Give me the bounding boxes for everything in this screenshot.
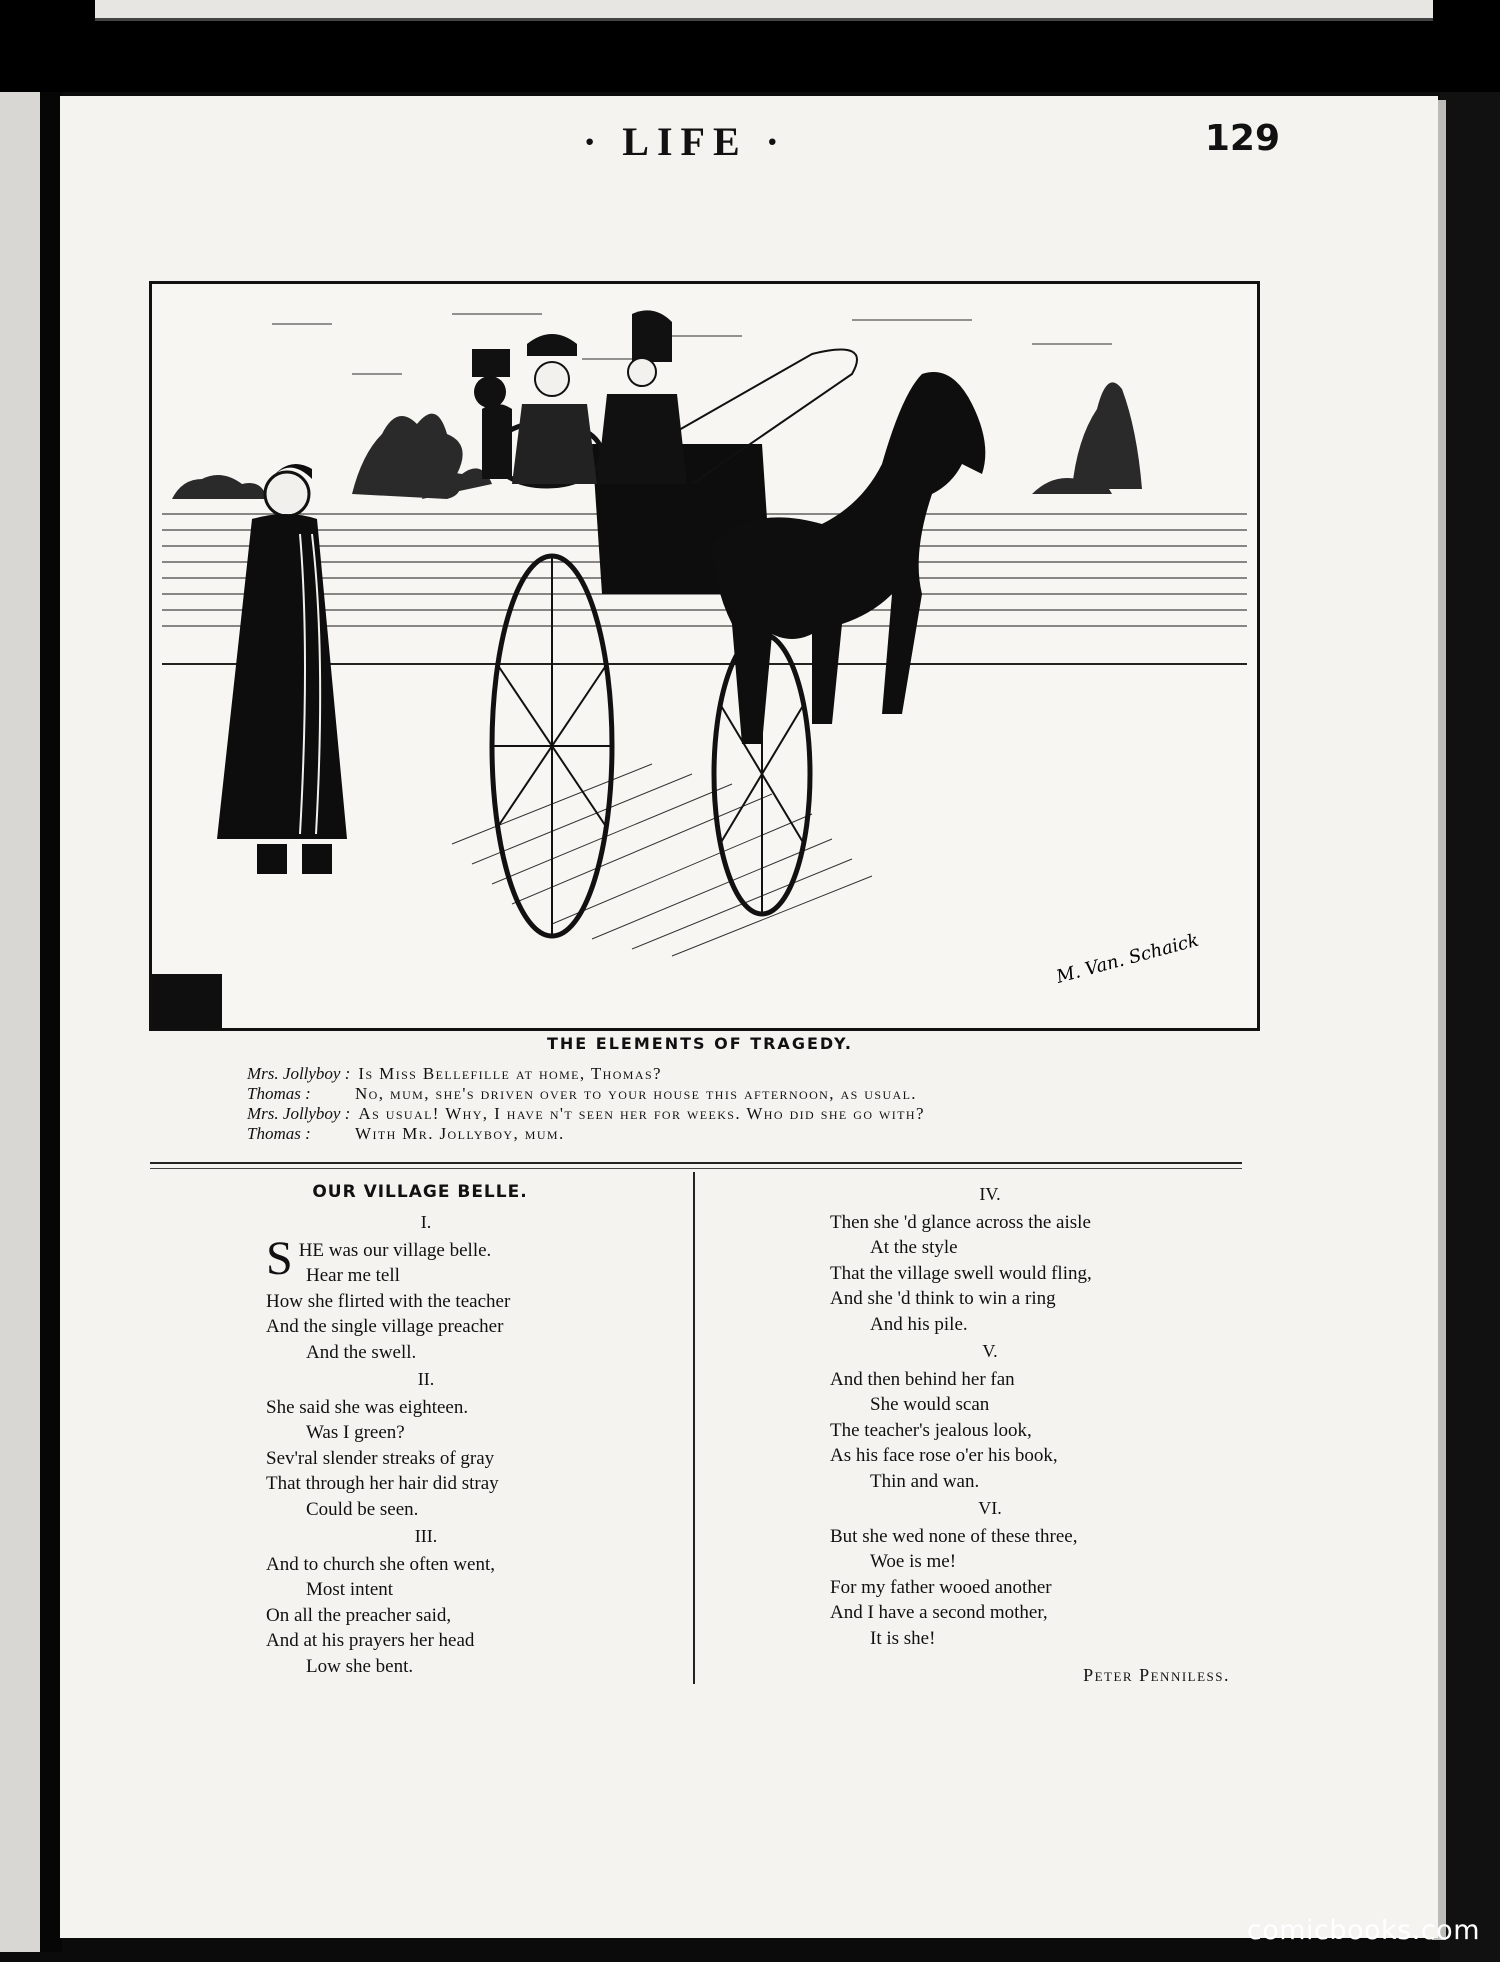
verse-line: Most intent	[306, 1579, 394, 1600]
watermark: comicbooks.com	[1246, 1915, 1480, 1946]
stanza-number: II.	[417, 1369, 435, 1389]
verse-line: HE was our village belle.	[298, 1239, 492, 1261]
poem-column-right	[830, 1180, 1250, 1651]
stanza-number: III.	[414, 1526, 438, 1546]
facing-page-edge	[0, 92, 44, 1952]
poem-column-left	[266, 1208, 686, 1679]
page-number: 129	[1204, 118, 1280, 159]
dialogue-speaker: Thomas :	[247, 1084, 311, 1103]
verse-line: Hear me tell	[306, 1265, 400, 1286]
section-divider	[150, 1162, 1242, 1164]
artist-signature: M. Van. Schaick	[1054, 929, 1201, 988]
verse-line: Was I green?	[306, 1422, 405, 1443]
cartoon-caption: THE ELEMENTS OF TRAGEDY.	[546, 1034, 854, 1053]
verse-line: That the village swell would fling,	[830, 1262, 1092, 1284]
verse-line: And to church she often went,	[266, 1553, 495, 1575]
verse-line: Could be seen.	[306, 1498, 419, 1520]
stanza	[266, 1552, 686, 1680]
magazine-title: · LIFE ·	[582, 119, 788, 164]
stanza	[830, 1524, 1250, 1652]
stanza	[266, 1395, 686, 1523]
binding-gutter	[40, 92, 62, 1952]
verse-line: At the style	[870, 1237, 958, 1258]
stanza-number: I.	[420, 1212, 432, 1232]
dialogue-text: With Mr. Jollyboy, mum.	[355, 1124, 565, 1143]
verse-line: She would scan	[870, 1394, 990, 1415]
stanza-number: V.	[982, 1341, 998, 1361]
scan-right-border	[1440, 92, 1500, 1962]
verse-line: And at his prayers her head	[266, 1630, 475, 1651]
verse-line: She said she was eighteen.	[266, 1396, 469, 1418]
column-divider	[693, 1172, 695, 1684]
verse-line: And she 'd think to win a ring	[830, 1288, 1056, 1309]
section-divider-thin	[150, 1168, 1242, 1169]
verse-line: As his face rose o'er his book,	[830, 1445, 1058, 1466]
verse-line: That through her hair did stray	[266, 1473, 499, 1494]
dialogue-text: Is Miss Bellefille at home, Thomas?	[358, 1064, 662, 1083]
verse-line: And his pile.	[870, 1313, 968, 1335]
cartoon-illustration	[149, 281, 1260, 1031]
dialogue-text: As usual! Why, I have n't seen her for weeks. Who did she go with?	[358, 1104, 925, 1123]
stanza	[266, 1231, 686, 1366]
carriage-scene-drawing	[152, 284, 1257, 1028]
verse-line: Sev'ral slender streaks of gray	[266, 1447, 495, 1469]
dialogue-speaker: Thomas :	[247, 1124, 311, 1143]
verse-line: And then behind her fan	[830, 1368, 1015, 1390]
dialogue-line	[247, 1084, 1247, 1104]
drop-cap: S	[266, 1231, 293, 1285]
verse-line: How she flirted with the teacher	[266, 1290, 511, 1312]
dialogue-line	[247, 1104, 1247, 1124]
dialogue-line	[247, 1124, 1247, 1144]
dialogue-speaker: Mrs. Jollyboy :	[247, 1064, 351, 1083]
previous-page-edge	[95, 0, 1433, 21]
stanza	[830, 1367, 1250, 1495]
stanza-number: VI.	[978, 1498, 1002, 1518]
verse-line: On all the preacher said,	[266, 1604, 452, 1626]
verse-line: But she wed none of these three,	[830, 1525, 1078, 1547]
poem-author: Peter Penniless.	[1083, 1665, 1230, 1685]
verse-line: Woe is me!	[870, 1551, 957, 1572]
verse-line: Thin and wan.	[870, 1470, 980, 1492]
poem-title: OUR VILLAGE BELLE.	[312, 1182, 528, 1202]
dialogue-text: No, mum, she's driven over to your house this afternoon, as usual.	[355, 1084, 917, 1103]
stanza-number: IV.	[979, 1184, 1001, 1204]
cartoon-dialogue	[247, 1064, 1247, 1144]
verse-line: The teacher's jealous look,	[830, 1419, 1032, 1441]
verse-line: And the single village preacher	[266, 1316, 504, 1337]
dialogue-line	[247, 1064, 1247, 1084]
dialogue-speaker: Mrs. Jollyboy :	[247, 1104, 351, 1123]
stanza	[830, 1210, 1250, 1338]
verse-line: It is she!	[870, 1627, 936, 1649]
verse-line: For my father wooed another	[830, 1576, 1052, 1598]
verse-line: Low she bent.	[306, 1655, 414, 1677]
verse-line: And the swell.	[306, 1341, 417, 1363]
verse-line: Then she 'd glance across the aisle	[830, 1211, 1091, 1233]
verse-line: And I have a second mother,	[830, 1602, 1048, 1623]
